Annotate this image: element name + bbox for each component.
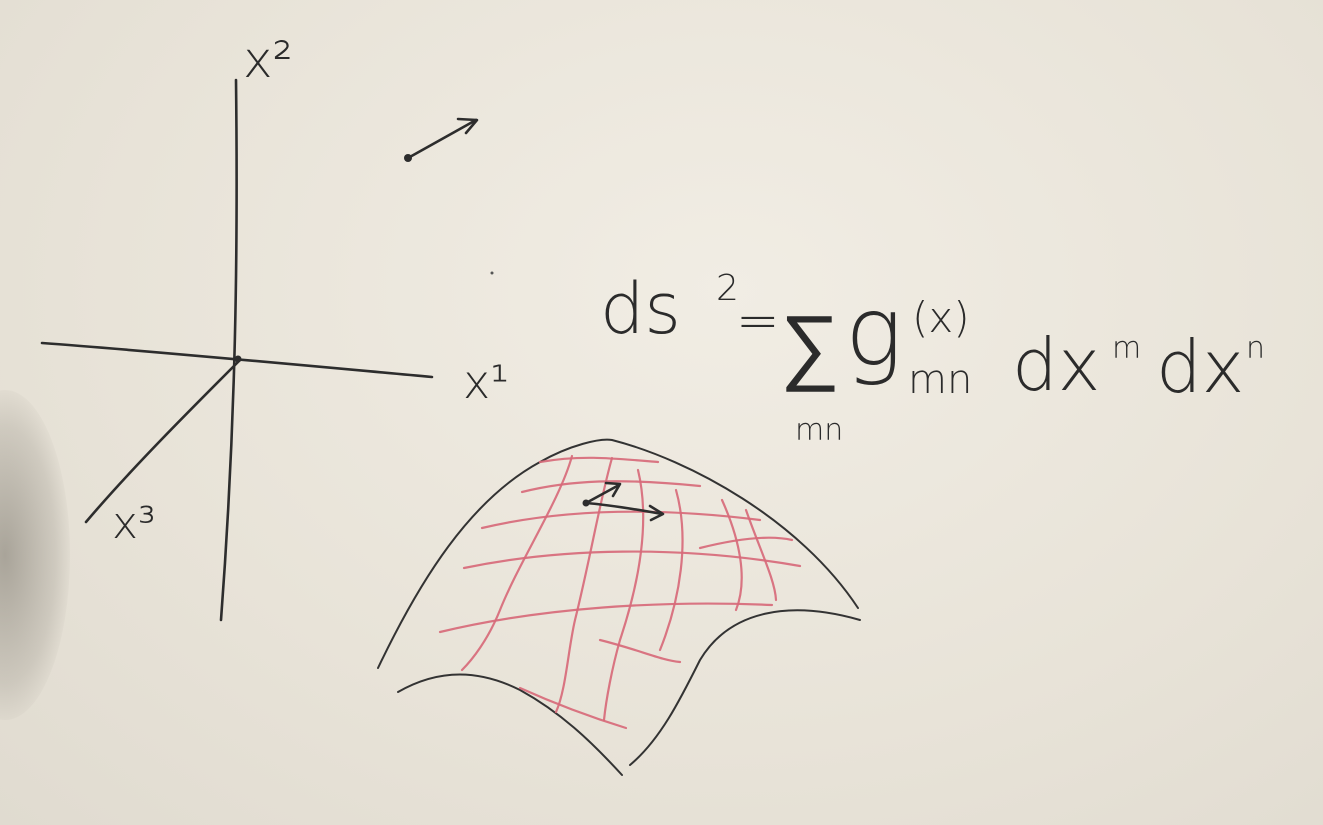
equation-dx-n-power: n	[1246, 331, 1266, 366]
surface-grid	[440, 456, 800, 728]
equation-metric: g	[845, 276, 903, 388]
metric-equation	[600, 268, 1265, 448]
chalk-speck	[491, 272, 494, 275]
axis-label-x3: x³	[112, 498, 156, 549]
equation-dx-n: dx	[1156, 325, 1245, 409]
axis-label-x2: x²	[243, 31, 293, 89]
equation-lhs: ds	[600, 268, 681, 350]
coordinate-axes	[42, 80, 432, 620]
equation-sum: ∑	[780, 296, 840, 394]
vector-arrow	[404, 119, 477, 162]
equation-dx-m: dx	[1012, 323, 1101, 407]
axis-x2	[221, 80, 237, 620]
tangent-vectors	[583, 483, 664, 520]
equation-metric-arg: (x)	[912, 293, 970, 342]
axis-x3	[86, 360, 240, 522]
equation-metric-index: mn	[908, 357, 973, 403]
equation-equals: =	[736, 291, 780, 351]
equation-dx-m-power: m	[1112, 331, 1142, 366]
origin-dot	[235, 356, 242, 363]
equation-sum-index: mn	[795, 413, 844, 448]
equation-lhs-power: 2	[716, 268, 739, 309]
axis-label-x1: x¹	[463, 355, 509, 409]
